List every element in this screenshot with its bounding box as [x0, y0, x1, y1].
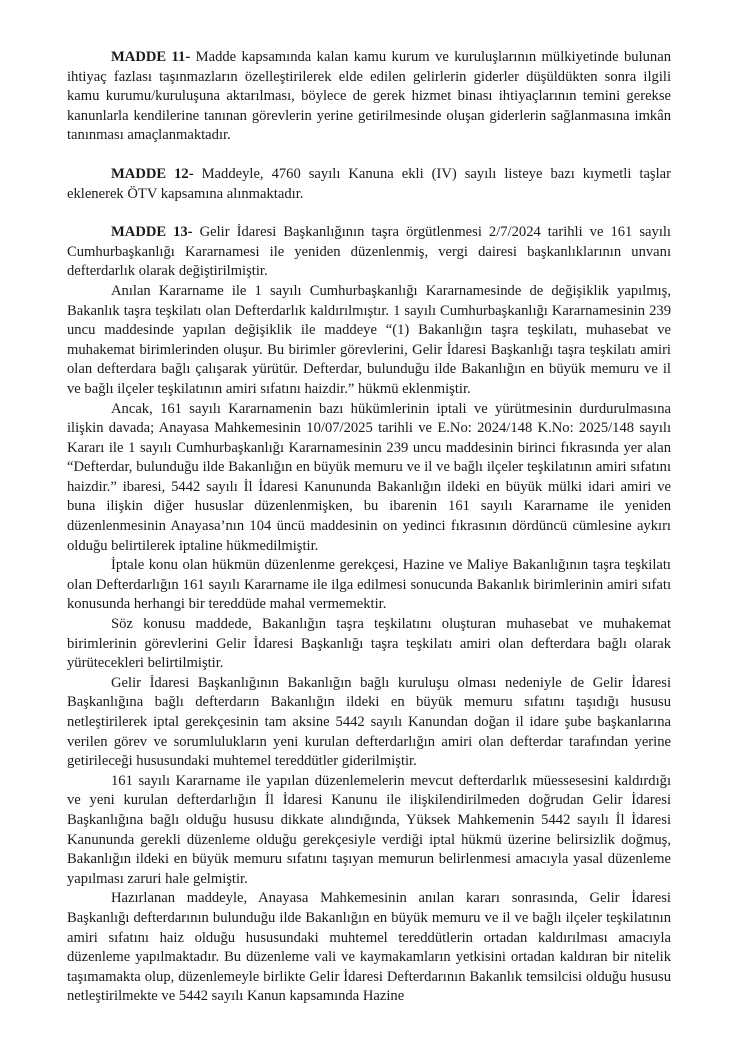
paragraph-text: 161 sayılı Kararname ile yapılan düzenlemelerin mevcut defterdarlık müessesesini kaldırdığı ve yeni kurulan defterdarlığın İl İdaresi Kanunu ile ilişkilendirilmeden doğrudan Gelir İdaresi Başkanlığına bağlı olduğu hususu dikkate alındığında, Yüksek Mahkemenin 5442 sayılı İl İdaresi Kanununda gerekli düzenleme olduğu gerekçesiyle verdiği iptal hükmü üzerine belirsizlik doğmuş, Bakanlığın ildeki en büyük memuru sıfatını taşıyan memurun belirlenmesi amacıyla yasal düzenleme yapılması zaruri hale gelmiştir.	[67, 772, 671, 887]
paragraph-text: Gelir İdaresi Başkanlığının Bakanlığın bağlı kuruluşu olması nedeniyle de Gelir İdaresi Başkanlığına bağlı defterdarın Bakanlığın ildeki en büyük memuru sıfatını taşıdığı hususu netleştirilerek iptal gerekçesinin tam aksine 5442 sayılı Kanundan doğan il idare şube başkanlarına verilen görev ve sorumlulukların yeni kurulan defterdarlığın amiri olan defterdar tarafından yerine getirileceği hususundaki muhtemel tereddütler giderilmiştir.	[67, 674, 671, 770]
paragraph-text: Gelir İdaresi Başkanlığının taşra örgütlenmesi 2/7/2024 tarihli ve 161 sayılı Cumhurbaşkanlığı Kararnamesi ile yeniden düzenlenmiş, vergi dairesi başkanlıklarının unvanı defterdarlık olarak değiştirilmiştir.	[67, 224, 671, 280]
paragraph-text: Madde kapsamında kalan kamu kurum ve kuruluşlarının mülkiyetinde bulunan ihtiyaç fazlası taşınmazların özelleştirilerek elde edilen gelirlerin giderler düşüldükten sonra ilgili kamu kurumu/kuruluşuna aktarılması, böylece de gerek hizmet binası ihtiyaçlarının temini gerekse kanunlarla kendilerine tanınan görevlerin yerine getirilmesinde oluşan giderlerin sağlanmasına imkân tanınması amaçlanmaktadır.	[67, 49, 671, 144]
article-label: MADDE 11-	[111, 49, 191, 65]
article-label: MADDE 12-	[111, 165, 194, 182]
paragraph-madde-11	[67, 48, 671, 146]
paragraph-text: Ancak, 161 sayılı Kararnamenin bazı hükümlerinin iptali ve yürütmesinin durdurulmasına ilişkin davada; Anayasa Mahkemesinin 10/07/2025 tarihli ve E.No: 2024/148 K.No: 2025/148 sayılı Kararı ile 1 sayılı Cumhurbaşkanlığı Kararnamesinin 239 uncu maddesinin birinci fıkrasında yer alan “Defterdar, bulunduğu ilde Bakanlığın en büyük memuru ve il ve bağlı ilçeler teşkilatının amiri sıfatını haizdir.” ibaresi, 5442 sayılı İl İdaresi Kanununda Bakanlığın ildeki en büyük mülki idari amiri ve buna ilişkin diğer hususlar düzenlenmişken, bu ibarenin 161 sayılı Kararname ile yeniden düzenlenmesinin Anayasa’nın 104 üncü maddesinin on yedinci fıkrasının dördüncü cümlesine aykırı olduğu belirtilerek iptaline hükmedilmiştir.	[67, 400, 671, 554]
document-page	[67, 48, 671, 1007]
article-label: MADDE 13-	[111, 224, 193, 241]
paragraph-text: Maddeyle, 4760 sayılı Kanuna ekli (IV) sayılı listeye bazı kıymetli taşlar eklenerek ÖTV kapsamına alınmaktadır.	[67, 165, 671, 202]
paragraph-text: Söz konusu maddede, Bakanlığın taşra teşkilatını oluşturan muhasebat ve muhakemat birimlerinin görevlerini Gelir İdaresi Başkanlığı taşra teşkilatı amiri olan defterdara bağlı olarak yürütecekleri belirtilmiştir.	[67, 616, 671, 672]
paragraph-madde-12	[67, 165, 671, 204]
paragraph-text: Hazırlanan maddeyle, Anayasa Mahkemesinin anılan kararı sonrasında, Gelir İdaresi Başkanlığı defterdarının bulunduğu ilde Bakanlığın en büyük memuru ve il ve bağlı ilçeler teşkilatının amiri sıfatını haiz olduğu hususundaki muhtemel tereddütlerin ortadan kaldırılması amacıyla düzenleme yapılmaktadır. Bu düzenleme vali ve kaymakamların yetkisini ortadan kaldıran bir nitelik taşımamakta olup, düzenlemeyle birlikte Gelir İdaresi Defterdarının Bakanlık temsilcisi olduğu hususu netleştirilmekte ve 5442 sayılı Kanun kapsamında Hazine	[67, 890, 671, 1005]
paragraph-madde-13	[67, 223, 671, 282]
paragraph-text: İptale konu olan hükmün düzenlenme gerekçesi, Hazine ve Maliye Bakanlığının taşra teşkilatı olan Defterdarlığın 161 sayılı Kararname ile ilga edilmesi sonucunda Bakanlık birimlerinin amiri sıfatı konusunda herhangi bir tereddüde mahal vermemektir.	[67, 557, 671, 613]
paragraph-text: Anılan Kararname ile 1 sayılı Cumhurbaşkanlığı Kararnamesinde de değişiklik yapılmış, Bakanlık taşra teşkilatı olan Defterdarlık kaldırılmıştır. 1 sayılı Cumhurbaşkanlığı Kararnamesinin 239 uncu maddesinde yapılan değişiklik ile maddeye “(1) Bakanlığın taşra teşkilatı, muhasebat ve muhakemat birimlerinden oluşur. Bu birimler görevlerini, Gelir İdaresi Başkanlığı taşra teşkilatı amiri olan defterdara bağlı çalışarak yürütür. Defterdar, bulunduğu ilde Bakanlığın en büyük memuru ve il ve bağlı ilçeler teşkilatının amiri sıfatını haizdir.” hükmü eklenmiştir.	[67, 282, 671, 397]
